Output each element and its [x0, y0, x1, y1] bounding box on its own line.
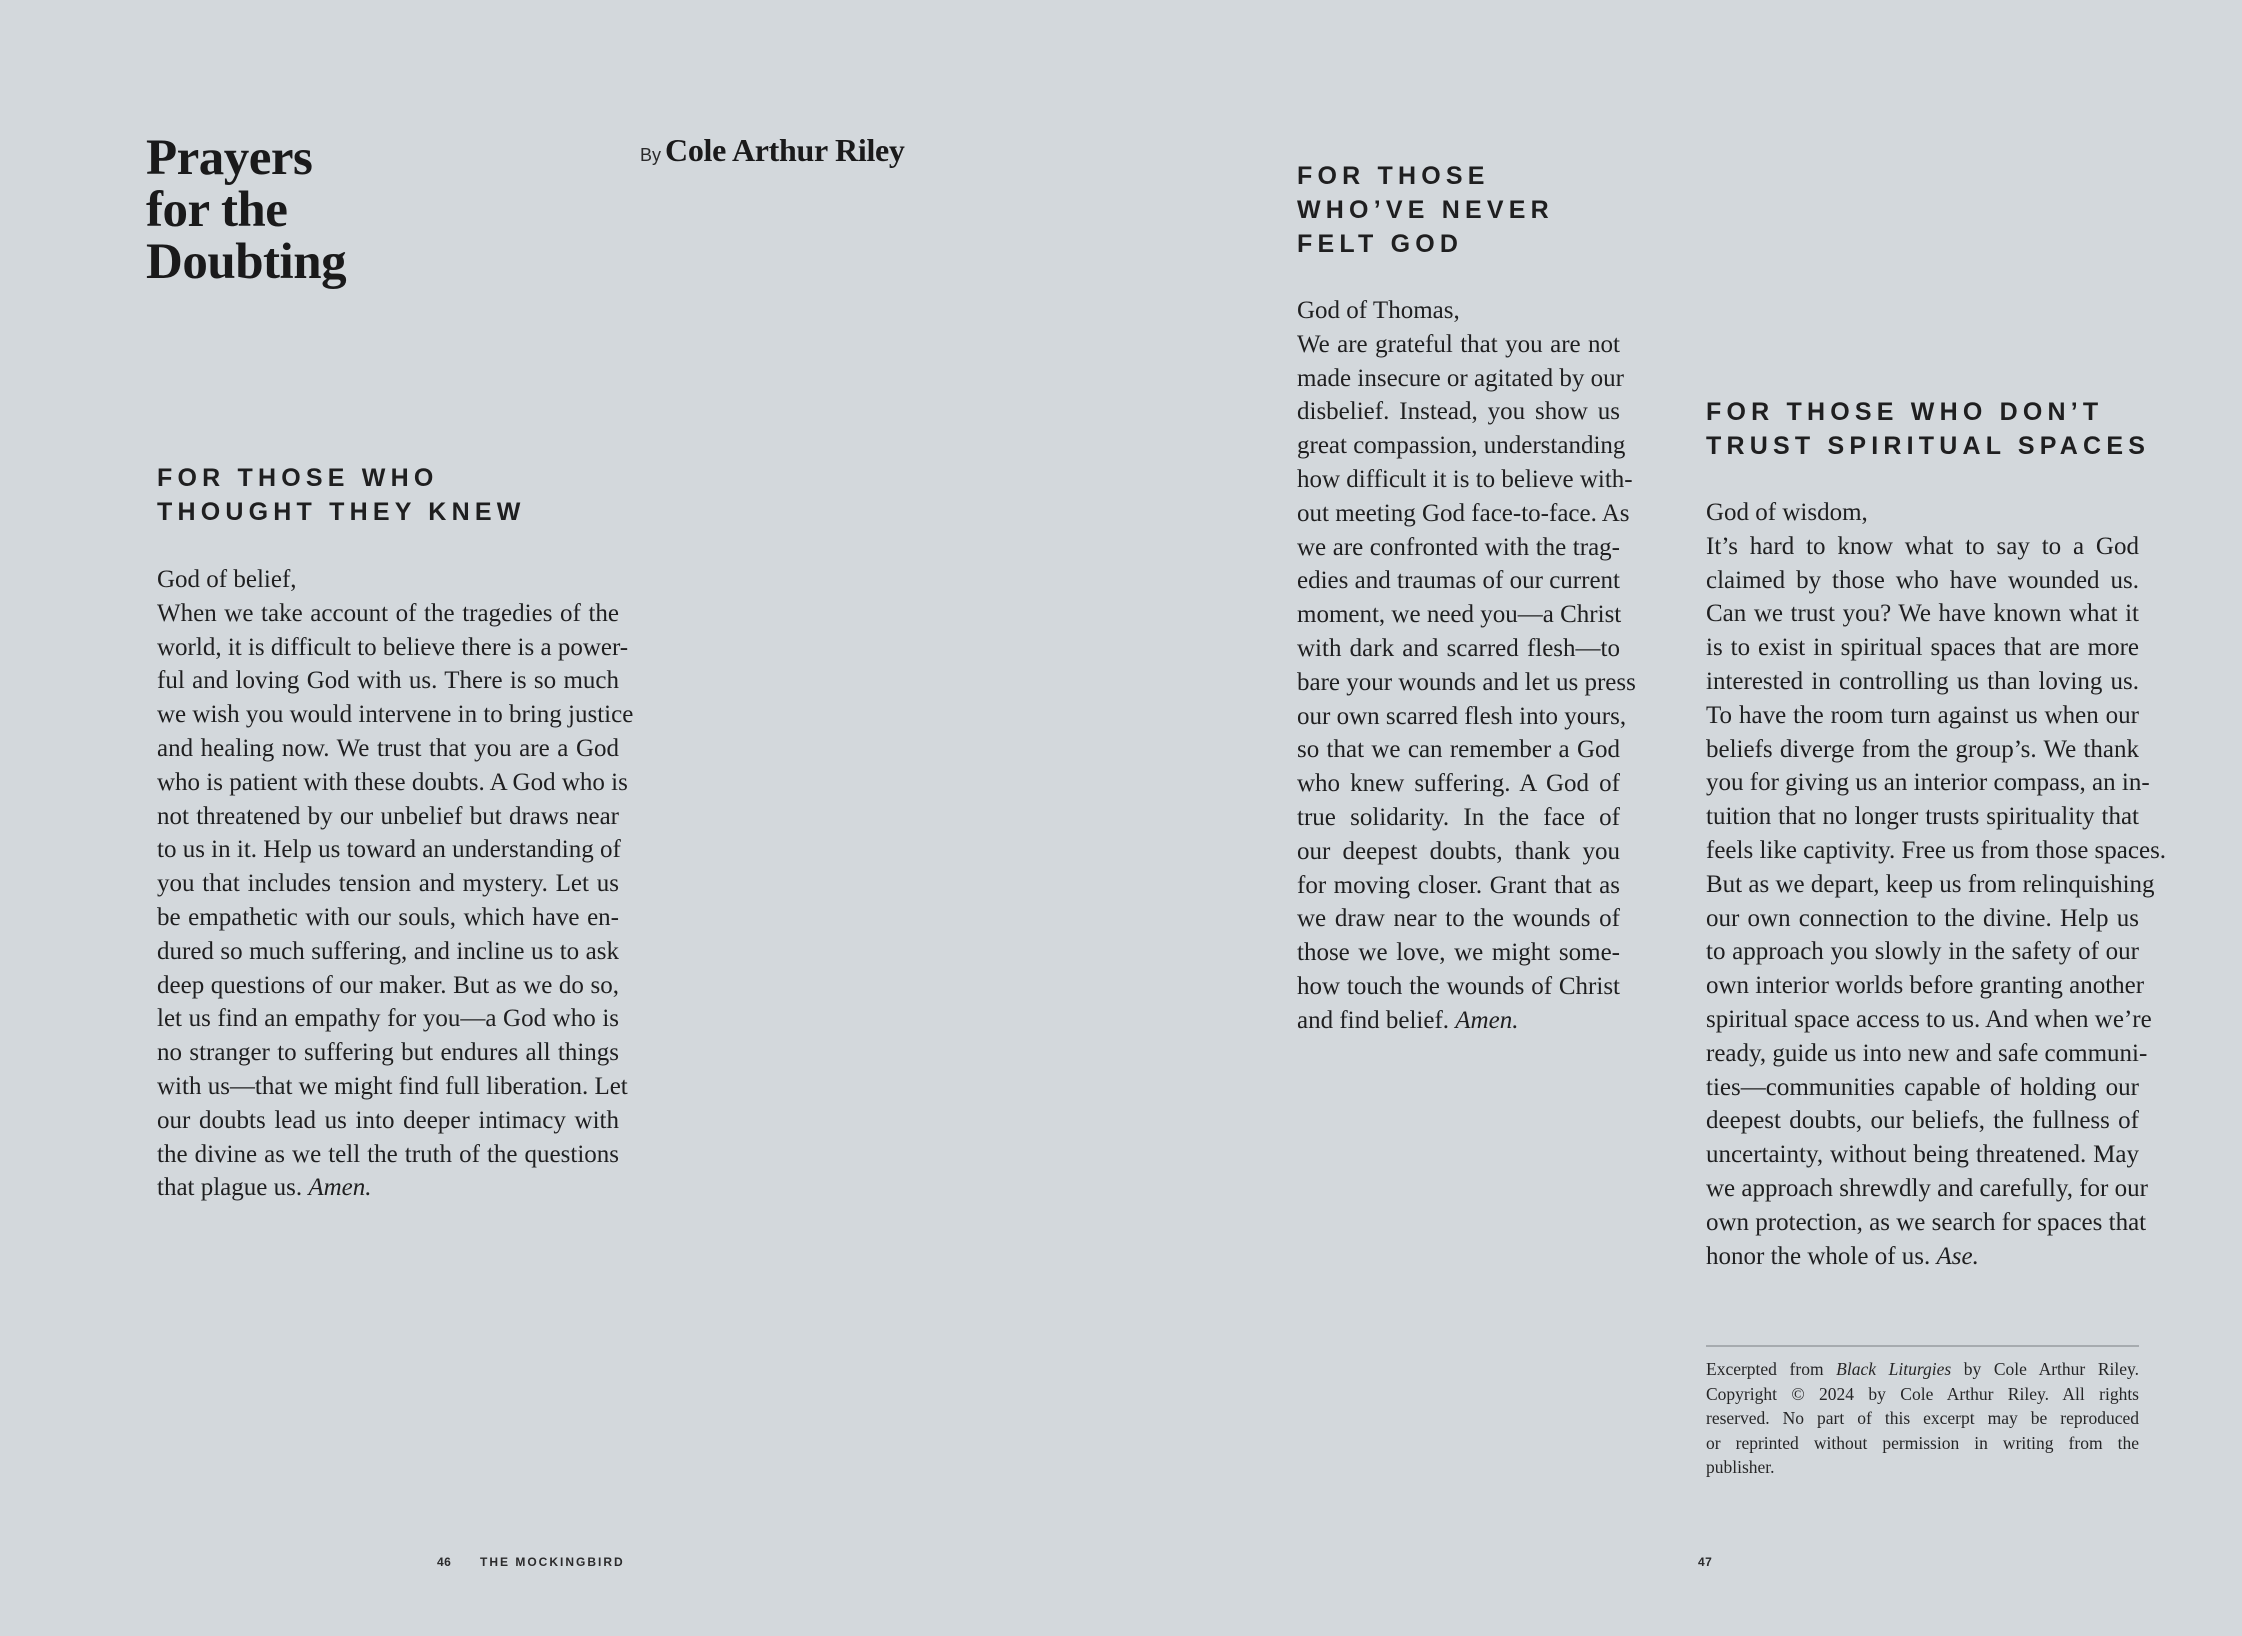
- prayer-body: [157, 563, 634, 1205]
- heading-line: FELT GOD: [1297, 230, 1464, 258]
- prayer-line: we wish you would intervene in to bring justice: [157, 701, 634, 729]
- prayer-line: we draw near to the wounds of: [1297, 905, 1620, 933]
- prayer-line: world, it is difficult to believe there is a power-: [157, 633, 629, 661]
- prayer-line: you for giving us an interior compass, an in-: [1706, 769, 2150, 797]
- prayer-line: It’s hard to know what to say to a God: [1706, 532, 2139, 560]
- prayer-line: [1706, 1240, 2139, 1274]
- prayer-line: to approach you slowly in the safety of our: [1706, 938, 2139, 966]
- title-line: for the: [146, 182, 288, 238]
- prayer-line: we approach shrewdly and carefully, for our: [1706, 1174, 2148, 1202]
- prayer-line: [157, 1171, 619, 1205]
- prayer-line: let us find an empathy for you—a God who is: [157, 1005, 619, 1033]
- prayer-line: ready, guide us into new and safe communi-: [1706, 1039, 2148, 1067]
- prayer-heading: [1297, 159, 1554, 261]
- prayer-text: that plague us.: [157, 1174, 303, 1202]
- prayer-heading: [157, 461, 526, 529]
- prayer-line: you that includes tension and mystery. Let us: [157, 870, 619, 898]
- credit-text: by Cole Arthur Riley.: [1963, 1359, 2139, 1379]
- prayer-line: disbelief. Instead, you show us: [1297, 398, 1620, 426]
- prayer-line: ties—communities capable of holding our: [1706, 1073, 2139, 1101]
- prayer-line: When we take account of the tragedies of the: [157, 599, 619, 627]
- byline-prefix: By: [640, 145, 662, 165]
- page-number-right: 47: [1698, 1555, 1713, 1569]
- prayer-line: out meeting God face-to-face. As: [1297, 499, 1630, 527]
- prayer-line: be empathetic with our souls, which have en-: [157, 903, 619, 931]
- prayer-line: we are confronted with the trag-: [1297, 533, 1620, 561]
- prayer-line: to us in it. Help us toward an understanding of: [157, 836, 621, 864]
- prayer-line: how difficult it is to believe with-: [1297, 465, 1633, 493]
- prayer-text: and find belief.: [1297, 1006, 1450, 1034]
- prayer-line: tuition that no longer trusts spirituality that: [1706, 803, 2139, 831]
- prayer-closing: Amen.: [308, 1174, 372, 1202]
- prayer-line: feels like captivity. Free us from those spaces.: [1706, 836, 2167, 864]
- prayer-line: and healing now. We trust that you are a God: [157, 734, 619, 762]
- prayer-line: deepest doubts, our beliefs, the fullness of: [1706, 1107, 2139, 1135]
- credit-line: publisher.: [1706, 1457, 1775, 1477]
- prayer-line: our deepest doubts, thank you: [1297, 837, 1620, 865]
- credit-divider: [1706, 1345, 2139, 1347]
- prayer-line: deep questions of our maker. But as we do so,: [157, 971, 619, 999]
- prayer-line: no stranger to suffering but endures all things: [157, 1039, 619, 1067]
- prayer-line: own interior worlds before granting another: [1706, 972, 2145, 1000]
- byline: [640, 132, 905, 169]
- heading-line: FOR THOSE: [1297, 162, 1490, 190]
- heading-line: FOR THOSE WHO DON’T: [1706, 398, 2104, 426]
- prayer-line: uncertainty, without being threatened. May: [1706, 1141, 2139, 1169]
- prayer-line: moment, we need you—a Christ: [1297, 601, 1622, 629]
- prayer-line: But as we depart, keep us from relinquishing: [1706, 870, 2155, 898]
- heading-line: WHO’VE NEVER: [1297, 196, 1554, 224]
- credit-line: reserved. No part of this excerpt may be reproduced: [1706, 1408, 2139, 1428]
- prayer-line: made insecure or agitated by our: [1297, 364, 1624, 392]
- prayer-line: how touch the wounds of Christ: [1297, 972, 1620, 1000]
- prayer-line: We are grateful that you are not: [1297, 330, 1620, 358]
- prayer-line: spiritual space access to us. And when we’re: [1706, 1005, 2152, 1033]
- article-title: [146, 132, 346, 288]
- heading-line: TRUST SPIRITUAL SPACES: [1706, 432, 2151, 460]
- prayer-line: who is patient with these doubts. A God who is: [157, 768, 628, 796]
- prayer-line: great compassion, understanding: [1297, 432, 1626, 460]
- prayer-line: with us—that we might find full liberation. Let: [157, 1072, 628, 1100]
- prayer-line: our doubts lead us into deeper intimacy with: [157, 1106, 619, 1134]
- magazine-name: THE MOCKINGBIRD: [480, 1555, 625, 1569]
- prayer-line: [1297, 1004, 1620, 1038]
- prayer-line: edies and traumas of our current: [1297, 567, 1620, 595]
- prayer-line: is to exist in spiritual spaces that are more: [1706, 634, 2139, 662]
- prayer-salutation: God of wisdom,: [1706, 499, 1868, 526]
- prayer-text: honor the whole of us.: [1706, 1242, 1931, 1270]
- prayer-line: those we love, we might some-: [1297, 939, 1620, 967]
- prayer-line: who knew suffering. A God of: [1297, 770, 1620, 798]
- prayer-heading: [1706, 395, 2150, 463]
- prayer-line: for moving closer. Grant that as: [1297, 871, 1620, 899]
- prayer-closing: Amen.: [1455, 1006, 1519, 1034]
- prayer-line: dured so much suffering, and incline us to ask: [157, 937, 619, 965]
- prayer-line: our own connection to the divine. Help us: [1706, 904, 2139, 932]
- prayer-closing: Ase.: [1936, 1242, 1979, 1270]
- heading-line: FOR THOSE WHO: [157, 464, 439, 492]
- prayer-line: with dark and scarred flesh—to: [1297, 634, 1620, 662]
- heading-line: THOUGHT THEY KNEW: [157, 498, 526, 526]
- prayer-line: so that we can remember a God: [1297, 736, 1620, 764]
- credit-line: [1706, 1357, 2139, 1382]
- prayer-line: true solidarity. In the face of: [1297, 803, 1620, 831]
- prayer-salutation: God of belief,: [157, 566, 297, 593]
- book-title: Black Liturgies: [1836, 1359, 1952, 1379]
- credit-line: or reprinted without permission in writing from the: [1706, 1432, 2139, 1453]
- copyright-credit: [1706, 1357, 2139, 1480]
- prayer-line: our own scarred flesh into yours,: [1297, 702, 1627, 730]
- prayer-line: bare your wounds and let us press: [1297, 668, 1636, 696]
- prayer-line: To have the room turn against us when our: [1706, 701, 2139, 729]
- prayer-body: [1297, 294, 1636, 1038]
- prayer-line: claimed by those who have wounded us.: [1706, 566, 2139, 594]
- title-line: Prayers: [146, 130, 313, 186]
- prayer-line: the divine as we tell the truth of the questions: [157, 1140, 619, 1168]
- title-line: Doubting: [146, 234, 347, 290]
- prayer-line: ful and loving God with us. There is so much: [157, 667, 619, 695]
- credit-line: Copyright © 2024 by Cole Arthur Riley. All rights: [1706, 1383, 2139, 1404]
- prayer-line: own protection, as we search for spaces that: [1706, 1208, 2147, 1236]
- prayer-line: beliefs diverge from the group’s. We thank: [1706, 735, 2139, 763]
- prayer-line: interested in controlling us than loving us.: [1706, 667, 2139, 695]
- byline-author: Cole Arthur Riley: [665, 132, 905, 168]
- credit-text: Excerpted from: [1706, 1359, 1824, 1379]
- prayer-body: [1706, 496, 2167, 1273]
- prayer-salutation: God of Thomas,: [1297, 297, 1460, 324]
- prayer-line: Can we trust you? We have known what it: [1706, 600, 2139, 628]
- prayer-line: not threatened by our unbelief but draws near: [157, 802, 619, 830]
- page-number-left: 46: [437, 1555, 452, 1569]
